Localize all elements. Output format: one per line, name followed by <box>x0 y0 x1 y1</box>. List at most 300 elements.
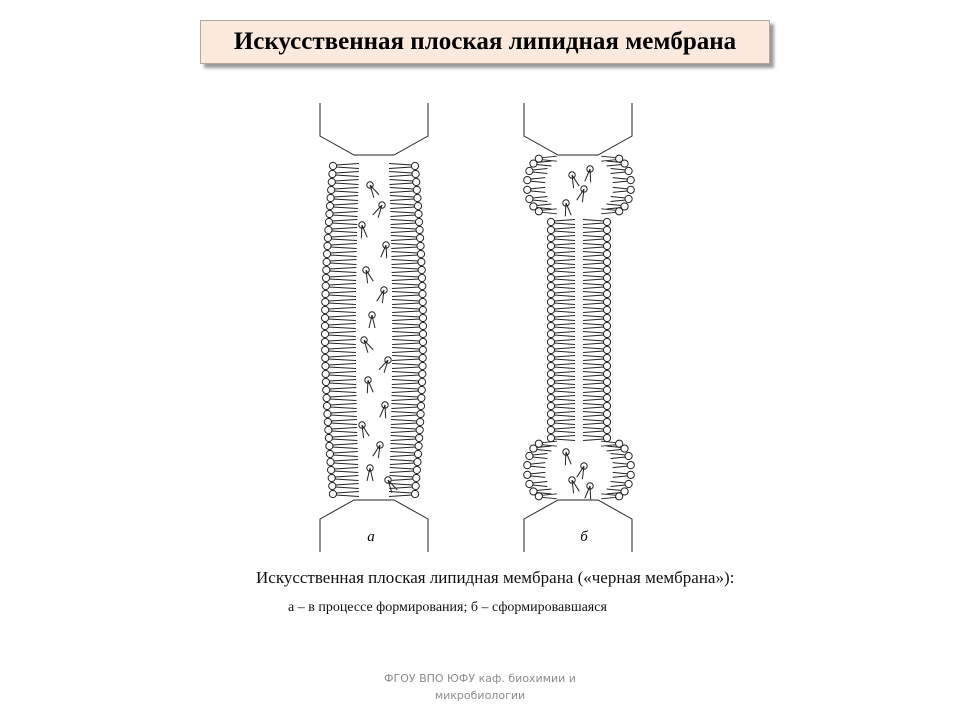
lipid-tail <box>328 332 356 337</box>
lipid-tail <box>554 308 575 313</box>
lipid-head <box>547 314 554 321</box>
lipid-tail <box>335 484 358 489</box>
inner-lipid-tail <box>373 445 380 458</box>
lipid-tail <box>328 348 356 353</box>
lipid-tail <box>601 494 616 499</box>
lipid-tail <box>554 372 575 377</box>
lipid-head <box>627 471 634 478</box>
lipid-tail <box>390 212 415 217</box>
lipid-tail <box>554 396 575 401</box>
figure-caption-legend: а – в процессе формирования; б – сформировавшаяся <box>288 600 607 615</box>
panel-b-membrane-formed <box>524 103 635 552</box>
lipid-tail <box>330 244 356 249</box>
inner-lipid-tail <box>362 425 369 438</box>
lipid-tail <box>328 292 356 297</box>
lipid-head <box>321 330 328 337</box>
lipid-head <box>603 218 610 225</box>
lipid-head <box>547 226 554 233</box>
lipid-tail <box>391 436 416 441</box>
lipid-tail <box>391 412 417 417</box>
lipid-tail <box>334 188 358 193</box>
lipid-tail <box>554 260 575 265</box>
inner-lipid-tail <box>379 360 388 373</box>
lipid-head <box>322 346 329 353</box>
lipid-tail <box>329 276 356 281</box>
lipid-tail <box>554 340 575 345</box>
lipid-tail <box>554 276 575 281</box>
lipid-tail <box>554 228 575 233</box>
lipid-head <box>328 474 335 481</box>
lipid-head <box>325 226 332 233</box>
lipid-tail <box>583 308 604 313</box>
lipid-tail <box>328 356 356 361</box>
lipid-tail <box>554 236 575 241</box>
lipid-head <box>603 426 610 433</box>
lipid-head <box>418 258 425 265</box>
lipid-head <box>603 282 610 289</box>
lipid-head <box>415 442 422 449</box>
lipid-tail <box>554 324 575 329</box>
lipid-tail <box>583 404 604 409</box>
lipid-tail <box>334 468 358 473</box>
lipid-tail <box>331 428 357 433</box>
lipid-tail <box>530 472 545 477</box>
lipid-head <box>547 322 554 329</box>
lipid-head <box>419 346 426 353</box>
lipid-head <box>535 208 542 215</box>
inner-lipid-tail <box>572 175 579 188</box>
lipid-head <box>547 274 554 281</box>
lipid-tail <box>613 187 628 192</box>
inner-lipid-tail <box>577 466 584 479</box>
lipid-tail <box>530 463 545 468</box>
lipid-head <box>547 346 554 353</box>
lipid-head <box>627 177 634 184</box>
lipid-tail <box>583 412 604 417</box>
lipid-head <box>547 386 554 393</box>
lipid-tail <box>611 482 626 487</box>
lipid-head <box>526 480 533 487</box>
lipid-head <box>324 418 331 425</box>
lipid-head <box>323 266 330 273</box>
inner-lipid-tail <box>577 189 584 202</box>
lipid-head <box>322 274 329 281</box>
lipid-head <box>526 452 533 459</box>
lipid-head <box>326 210 333 217</box>
lipid-tail <box>583 420 604 425</box>
lipid-head <box>419 322 426 329</box>
lipid-tail <box>329 372 356 377</box>
lipid-head <box>603 314 610 321</box>
lipid-head <box>547 354 554 361</box>
lipid-tail <box>392 324 420 329</box>
lipid-tail <box>392 356 420 361</box>
lipid-head <box>412 170 419 177</box>
lipid-tail <box>554 316 575 321</box>
page-title: Искусственная плоская липидная мембрана <box>233 28 737 55</box>
lipid-head <box>415 210 422 217</box>
lipid-head <box>416 234 423 241</box>
lipid-tail <box>554 412 575 417</box>
lipid-head <box>416 426 423 433</box>
lipid-tail <box>583 284 604 289</box>
lipid-head <box>321 314 328 321</box>
lipid-head <box>418 274 425 281</box>
lipid-head <box>325 426 332 433</box>
lipid-head <box>603 298 610 305</box>
lipid-tail <box>328 300 356 305</box>
lipid-head <box>625 167 632 174</box>
lipid-head <box>547 362 554 369</box>
inner-lipid-tail <box>366 270 373 283</box>
lipid-head <box>324 242 331 249</box>
lipid-head <box>326 450 333 457</box>
lipid-tail <box>390 204 415 209</box>
lipid-head <box>413 178 420 185</box>
lipid-head <box>414 194 421 201</box>
lipid-tail <box>613 178 628 183</box>
lipid-tail <box>328 364 356 369</box>
lipid-head <box>411 490 418 497</box>
lipid-tail <box>554 244 575 249</box>
lipid-tail <box>613 472 628 477</box>
lipid-head <box>603 378 610 385</box>
lipid-head <box>547 266 554 273</box>
lipid-head <box>419 330 426 337</box>
lipid-head <box>603 266 610 273</box>
lipid-tail <box>554 300 575 305</box>
lipid-tail <box>333 204 358 209</box>
lipid-tail <box>392 268 419 273</box>
lipid-tail <box>331 236 357 241</box>
lipid-head <box>419 354 426 361</box>
lipid-head <box>547 330 554 337</box>
lipid-tail <box>583 396 604 401</box>
lipid-tail <box>391 404 418 409</box>
inner-lipid-tail <box>572 480 579 493</box>
lipid-head <box>530 488 537 495</box>
lipid-tail <box>332 220 357 225</box>
lipid-head <box>547 218 554 225</box>
lipid-tail <box>334 196 358 201</box>
inner-lipid-tail <box>364 340 373 353</box>
footer-credit <box>340 670 620 704</box>
lipid-tail <box>329 268 356 273</box>
lipid-tail <box>583 388 604 393</box>
lipid-head <box>328 178 335 185</box>
lipid-head <box>415 218 422 225</box>
lipid-head <box>547 338 554 345</box>
lipid-head <box>547 426 554 433</box>
lipid-tail <box>542 441 557 446</box>
lipid-head <box>603 386 610 393</box>
lipid-head <box>416 226 423 233</box>
lipid-tail <box>613 463 628 468</box>
lipid-head <box>413 186 420 193</box>
lipid-head <box>526 167 533 174</box>
lipid-head <box>323 394 330 401</box>
lipid-head <box>417 418 424 425</box>
lipid-tail <box>336 492 359 497</box>
lipid-head <box>526 195 533 202</box>
lipid-head <box>322 362 329 369</box>
lipid-head <box>603 402 610 409</box>
lipid-tail <box>390 444 415 449</box>
lipid-tail <box>583 380 604 385</box>
footer-line-2: микробиологии <box>434 689 526 702</box>
lipid-tail <box>532 482 547 487</box>
lipid-head <box>625 195 632 202</box>
lipid-tail <box>542 156 557 161</box>
lipid-head <box>327 194 334 201</box>
lipid-tail <box>530 187 545 192</box>
lipid-head <box>414 458 421 465</box>
lipid-tail <box>583 244 604 249</box>
lipid-tail <box>583 316 604 321</box>
lipid-head <box>329 162 336 169</box>
lipid-head <box>524 177 531 184</box>
lipid-head <box>322 378 329 385</box>
lipid-head <box>603 242 610 249</box>
lipid-head <box>419 298 426 305</box>
inner-lipid-tail <box>388 480 397 493</box>
lipid-tail <box>601 209 616 214</box>
lipid-tail <box>583 276 604 281</box>
lipid-head <box>603 418 610 425</box>
lipid-tail <box>390 460 414 465</box>
lipid-tail <box>329 388 356 393</box>
lipid-tail <box>332 444 357 449</box>
lipid-head <box>322 306 329 313</box>
lipid-tail <box>392 300 420 305</box>
lipid-tail <box>554 348 575 353</box>
lipid-tail <box>611 169 626 174</box>
lipid-tail <box>554 428 575 433</box>
lipid-head <box>547 418 554 425</box>
lipid-tail <box>329 284 356 289</box>
lipid-tail <box>391 220 416 225</box>
lipid-head <box>328 186 335 193</box>
lipid-tail <box>329 380 356 385</box>
lipid-tail <box>583 356 604 361</box>
lipid-head <box>524 462 531 469</box>
lipid-tail <box>611 454 626 459</box>
lipid-head <box>322 370 329 377</box>
lipid-tail <box>390 452 415 457</box>
lipid-head <box>616 440 623 447</box>
lipid-tail <box>332 436 357 441</box>
lipid-head <box>547 394 554 401</box>
lipid-head <box>417 242 424 249</box>
lipid-head <box>419 338 426 345</box>
inner-lipid-tail <box>373 205 382 218</box>
footer-line-1: ФГОУ ВПО ЮФУ каф. биохимии и <box>384 672 576 685</box>
lipid-tail <box>532 169 547 174</box>
lipid-tail <box>390 476 414 481</box>
lipid-tail <box>392 292 420 297</box>
lipid-tail <box>331 228 357 233</box>
lipid-head <box>412 482 419 489</box>
lipid-head <box>326 202 333 209</box>
lipid-head <box>418 378 425 385</box>
lipid-head <box>323 402 330 409</box>
lipid-head <box>321 338 328 345</box>
panel-a-membrane-forming <box>320 103 428 552</box>
lipid-head <box>547 402 554 409</box>
lipid-tail <box>330 260 357 265</box>
lipid-tail <box>554 332 575 337</box>
lipid-tail <box>583 236 604 241</box>
lipid-head <box>321 322 328 329</box>
lipid-head <box>603 394 610 401</box>
lipid-tail <box>392 372 419 377</box>
lipid-tail <box>392 316 420 321</box>
lipid-tail <box>583 436 604 441</box>
lipid-head <box>603 330 610 337</box>
lipid-head <box>603 274 610 281</box>
lipid-tail <box>554 252 575 257</box>
lipid-head <box>603 410 610 417</box>
lipid-head <box>603 434 610 441</box>
lipid-head <box>547 290 554 297</box>
lipid-head <box>419 306 426 313</box>
lipid-tail <box>389 492 412 497</box>
inner-lipid-tail <box>377 290 384 303</box>
lipid-tail <box>328 340 356 345</box>
lipid-head <box>419 290 426 297</box>
lipid-tail <box>601 441 616 446</box>
lipid-tail <box>330 396 357 401</box>
lipid-tail <box>392 348 420 353</box>
lipid-head <box>603 346 610 353</box>
lipid-head <box>547 410 554 417</box>
aperture-support-bottom <box>524 500 632 552</box>
lipid-tail <box>392 332 420 337</box>
lipid-tail <box>392 364 420 369</box>
lipid-tail <box>583 364 604 369</box>
lipid-head <box>418 394 425 401</box>
lipid-head <box>322 298 329 305</box>
lipid-head <box>322 282 329 289</box>
lipid-tail <box>583 348 604 353</box>
lipid-head <box>417 410 424 417</box>
lipid-tail <box>391 236 417 241</box>
lipid-tail <box>532 197 547 202</box>
lipid-head <box>322 354 329 361</box>
panel-a-label: а <box>367 529 375 545</box>
lipid-tail <box>390 188 414 193</box>
lipid-tail <box>583 268 604 273</box>
lipid-tail <box>583 340 604 345</box>
lipid-head <box>547 258 554 265</box>
lipid-head <box>547 282 554 289</box>
lipid-tail <box>583 220 604 225</box>
lipid-head <box>603 250 610 257</box>
lipid-tail <box>611 197 626 202</box>
lipid-head <box>418 386 425 393</box>
lipid-tail <box>328 324 356 329</box>
lipid-tail <box>583 428 604 433</box>
aperture-support-top <box>524 103 632 155</box>
lipid-head <box>547 234 554 241</box>
lipid-head <box>325 434 332 441</box>
lipid-tail <box>392 284 419 289</box>
lipid-head <box>524 186 531 193</box>
lipid-head <box>329 482 336 489</box>
lipid-head <box>327 458 334 465</box>
lipid-head <box>603 258 610 265</box>
lipid-head <box>603 306 610 313</box>
lipid-tail <box>392 308 420 313</box>
lipid-head <box>547 298 554 305</box>
lipid-tail <box>554 356 575 361</box>
lipid-tail <box>392 388 419 393</box>
lipid-tail <box>334 460 358 465</box>
lipid-head <box>322 290 329 297</box>
lipid-head <box>603 338 610 345</box>
lipid-tail <box>583 252 604 257</box>
lipid-tail <box>583 300 604 305</box>
lipid-head <box>411 162 418 169</box>
lipid-head <box>603 290 610 297</box>
lipid-head <box>329 490 336 497</box>
lipid-tail <box>554 420 575 425</box>
lipid-head <box>413 474 420 481</box>
lipid-tail <box>389 172 412 177</box>
lipid-tail <box>335 172 358 177</box>
lipid-head <box>324 410 331 417</box>
lipid-tail <box>335 476 359 481</box>
lipid-tail <box>554 284 575 289</box>
lipid-tail <box>392 276 419 281</box>
lipid-tail <box>391 252 418 257</box>
aperture-support-top <box>320 103 428 155</box>
lipid-head <box>419 314 426 321</box>
lipid-head <box>625 452 632 459</box>
lipid-tail <box>389 180 413 185</box>
lipid-head <box>603 354 610 361</box>
lipid-tail <box>392 340 420 345</box>
lipid-tail <box>392 396 419 401</box>
lipid-tail <box>391 428 417 433</box>
lipid-tail <box>601 156 616 161</box>
lipid-head <box>547 250 554 257</box>
lipid-head <box>417 402 424 409</box>
lipid-tail <box>335 180 359 185</box>
inner-lipid-tail <box>370 185 379 198</box>
lipid-head <box>323 386 330 393</box>
lipid-head <box>419 362 426 369</box>
lipid-head <box>323 258 330 265</box>
lipid-tail <box>554 292 575 297</box>
lipid-head <box>603 234 610 241</box>
lipid-tail <box>583 260 604 265</box>
figure-caption: Искусственная плоская липидная мембрана («черная мембрана»): <box>256 568 735 587</box>
lipid-head <box>621 488 628 495</box>
lipid-tail <box>542 209 557 214</box>
lipid-head <box>325 218 332 225</box>
lipid-tail <box>583 292 604 297</box>
lipid-head <box>547 378 554 385</box>
lipid-head <box>416 434 423 441</box>
lipid-tail <box>392 380 419 385</box>
lipid-head <box>329 170 336 177</box>
lipid-head <box>547 306 554 313</box>
lipid-tail <box>336 164 359 169</box>
lipid-tail <box>554 388 575 393</box>
lipid-tail <box>391 244 417 249</box>
lipid-head <box>324 234 331 241</box>
